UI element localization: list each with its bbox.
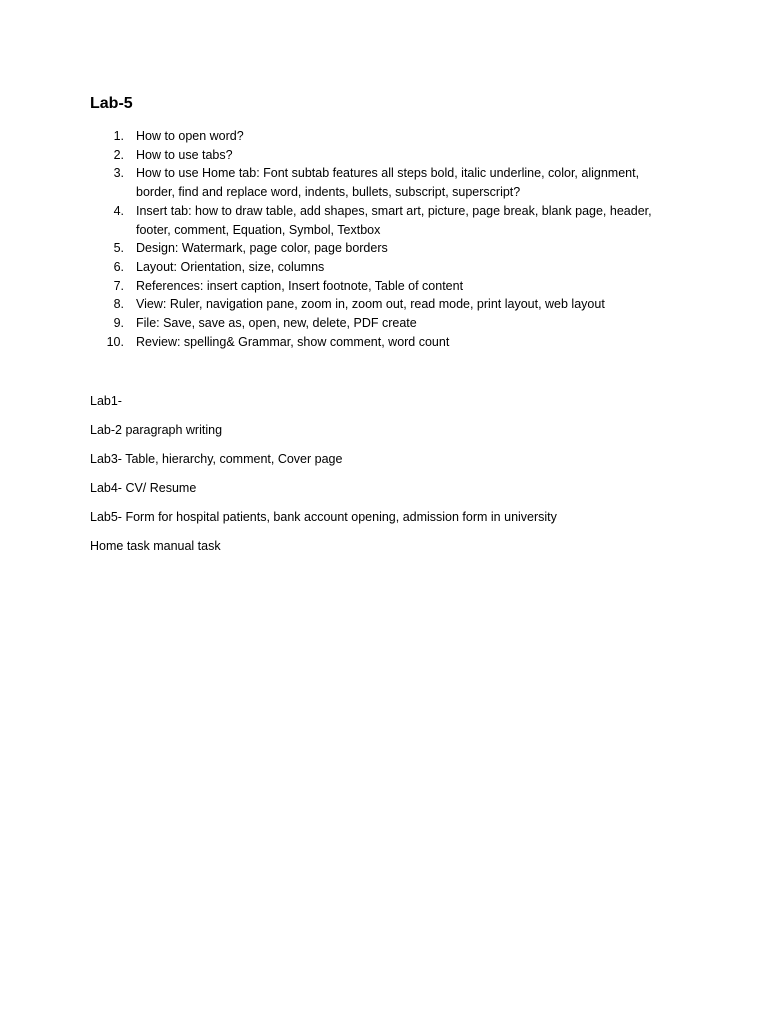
list-number: 4.	[113, 203, 124, 218]
list-item-text: How to use Home tab: Font subtab features all steps bold, italic underline, color, alignment, border, find and replace word, indents, bullets, subscript, superscript?	[136, 166, 640, 200]
list-number: 8.	[113, 297, 124, 312]
list-number: 1.	[113, 129, 124, 143]
numbered-list	[90, 127, 680, 351]
list-number: 10.	[106, 334, 124, 349]
list-item-text: File: Save, save as, open, new, delete, PDF create	[136, 316, 417, 331]
list-item	[90, 258, 680, 277]
list-item	[90, 295, 680, 314]
list-item	[90, 333, 680, 352]
list-item	[90, 314, 680, 333]
list-item	[90, 277, 680, 296]
list-item	[90, 202, 680, 239]
paragraph-home-task: Home task manual task	[90, 539, 221, 553]
paragraph-lab2: Lab-2 paragraph writing	[90, 423, 223, 437]
list-number: 2.	[113, 147, 124, 162]
paragraph-lab1: Lab1-	[90, 394, 122, 408]
list-item-text: Insert tab: how to draw table, add shapes, smart art, picture, page break, blank page, header, footer, comment, Equation, Symbol, Textbox	[136, 203, 652, 237]
list-item-text: Layout: Orientation, size, columns	[136, 259, 325, 274]
paragraph-lab5: Lab5- Form for hospital patients, bank account opening, admission form in university	[90, 510, 557, 524]
paragraph-lab3: Lab3- Table, hierarchy, comment, Cover page	[90, 452, 343, 466]
list-number: 6.	[113, 259, 124, 274]
list-number: 9.	[113, 316, 124, 331]
list-item	[90, 146, 680, 165]
list-item-text: How to open word?	[136, 129, 244, 143]
list-number: 3.	[113, 166, 124, 181]
list-number: 5.	[113, 241, 124, 256]
document-title: Lab-5	[90, 95, 133, 112]
list-item-text: Review: spelling& Grammar, show comment, word count	[136, 334, 450, 349]
list-number: 7.	[113, 278, 124, 293]
list-item-text: View: Ruler, navigation pane, zoom in, zoom out, read mode, print layout, web layout	[136, 297, 605, 312]
list-item-text: Design: Watermark, page color, page borders	[136, 241, 388, 256]
list-item	[90, 164, 680, 201]
list-item	[90, 239, 680, 258]
list-item-text: References: insert caption, Insert footnote, Table of content	[136, 278, 464, 293]
list-item-text: How to use tabs?	[136, 147, 233, 162]
list-item	[90, 127, 680, 146]
paragraph-lab4: Lab4- CV/ Resume	[90, 481, 197, 495]
